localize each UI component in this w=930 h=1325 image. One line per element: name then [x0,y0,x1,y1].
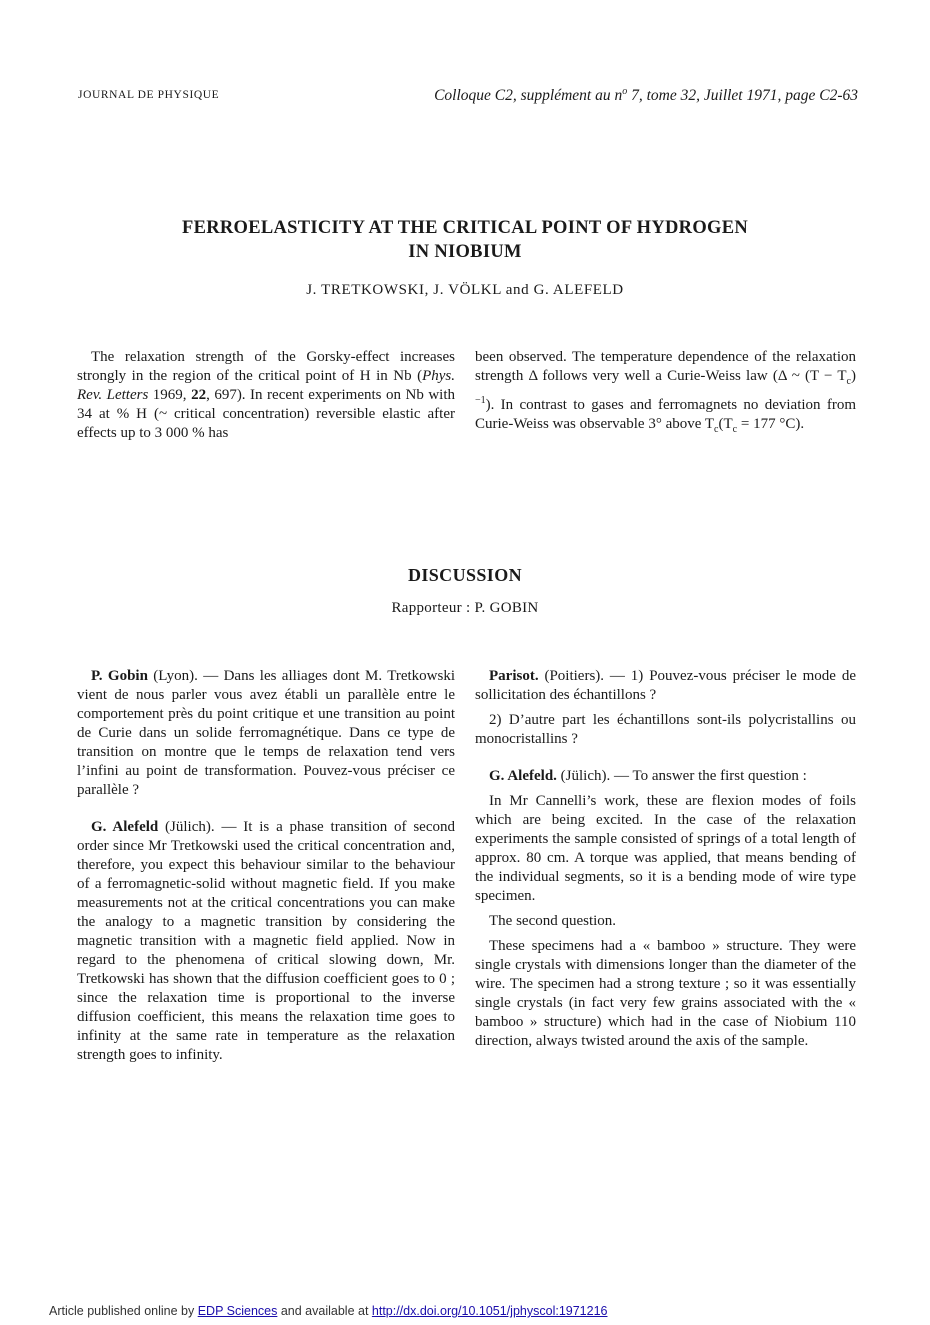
colloque-text-rest: 7, tome 32, Juillet 1971, page C2-63 [627,87,858,105]
volume-number: 22 [191,387,207,403]
colloque-reference [434,86,858,105]
discussion-heading: DISCUSSION [407,565,523,585]
remark-text: (Jülich). — To answer the first question : [556,768,807,784]
subscript: c [846,376,851,387]
abstract-text: , 697). In recent experiments on Nb with 34 at % H (~ critical concentration) reversible elastic after effects up to 3 000 % has [77,387,456,441]
remark-text: (Jülich). — It is a phase transition of second order since Mr Tretkowski used the critical concentration and, therefore, you expect this behaviour similar to the behaviour of a ferromagnetic-solid without magnetic field. If you make measurements not at the critical concentrations you can make the analogy to a magnetic transition by considering the magnetic transition with a magnetic field applied. Now in regard to the phenomena of critical slowing down, Mr. Tretkowski has shown that the diffusion coefficient goes to 0 ; since the relaxation time is proportional to the inverse diffusion coefficient, this means the relaxation time goes to infinity at the same rate in temperature as the relaxation strength goes to infinity. [77,819,455,1063]
alefeld-reply-paragraph: These specimens had a « bamboo » structure. They were single crystals with dimensions longer than the diameter of the wire. The specimen had a strong texture ; so it was essentially single crystals (in fact very few grains associated with the « bamboo » structure) which had in the case of Niobium 110 direction, always twisted around the axis of the sample. [475,938,856,1049]
abstract-text: (T [718,416,733,432]
abstract-text: been observed. The temperature dependence of the relaxation strength Δ follows very well a Curie-Weiss law (Δ ~ (T − T [475,349,856,384]
abstract-text: The relaxation strength of the Gorsky-effect increases strongly in the region of the critical point of H in Nb ( [77,349,455,384]
abstract-text: 1969, [148,387,192,403]
doi-link[interactable]: http://dx.doi.org/10.1051/jphyscol:1971216 [371,1304,608,1318]
colloque-superscript: o [622,86,628,97]
abstract-right-column [475,348,856,439]
journal-ref: Phys. Rev. Letters [77,368,455,403]
abstract-left-column [77,348,455,443]
colloque-text: Colloque C2, supplément au n [434,87,623,105]
publisher-link[interactable]: EDP Sciences [197,1304,278,1318]
footer-text: and available at [277,1304,372,1318]
speaker-name: G. Alefeld [91,819,159,835]
abstract-text: = 177 °C). [737,416,805,432]
rapporteur: Rapporteur : P. GOBIN [391,600,539,616]
title-line-2: IN NIOBIUM [408,242,522,262]
parisot-question-2: 2) D’autre part les échantillons sont-ils polycristallins ou monocristallins ? [475,712,856,747]
superscript: −1 [475,395,486,406]
journal-name: JOURNAL DE PHYSIQUE [78,89,220,101]
alefeld-reply-paragraph: The second question. [489,913,617,929]
alefeld-reply-2 [475,767,856,786]
speaker-name: Parisot. [489,668,539,684]
publication-footer [49,1304,607,1318]
remark-text: (Poitiers). — 1) Pouvez-vous préciser le mode de sollicitation des échantillons ? [475,668,856,703]
speaker-name: G. Alefeld. [489,768,557,784]
abstract-text: ) [851,368,856,384]
paper-title [0,216,930,264]
alefeld-reply-1 [77,818,455,1065]
discussion-right-column [475,667,856,1051]
remark-text: (Lyon). — Dans les alliages dont M. Tretkowski vient de nous parler vous avez établi un parallèle entre le comportement près du point critique et une transition au point de Curie dans un solide ferromagnétique. Dans ce type de transition on montre que le temps de relaxation tend vers l’infini au point de transformation. Pouvez-vous préciser ce parallèle ? [77,668,455,798]
subscript: c [714,424,719,435]
title-line-1: FERROELASTICITY AT THE CRITICAL POINT OF HYDROGEN [181,218,749,238]
gobin-remark [77,667,455,800]
parisot-question [475,667,856,705]
discussion-left-column [77,667,455,1065]
footer-text: Article published online by [49,1304,198,1318]
abstract-paragraph-left [77,348,455,443]
authors: J. TRETKOWSKI, J. VÖLKL and G. ALEFELD [306,282,624,298]
abstract-text: ). In contrast to gases and ferromagnets no deviation from Curie-Weiss was observable 3° above T [475,397,856,432]
subscript: c [732,424,738,435]
abstract-paragraph-right [475,348,856,439]
speaker-name: P. Gobin [91,668,148,684]
alefeld-reply-paragraph: In Mr Cannelli’s work, these are flexion modes of foils which are being excited. In the case of the relaxation experiments the sample consisted of springs of a total length of approx. 80 cm. A torque was applied, that means bending of the individual segments, so it is a bending mode of wire type specimen. [475,793,856,904]
